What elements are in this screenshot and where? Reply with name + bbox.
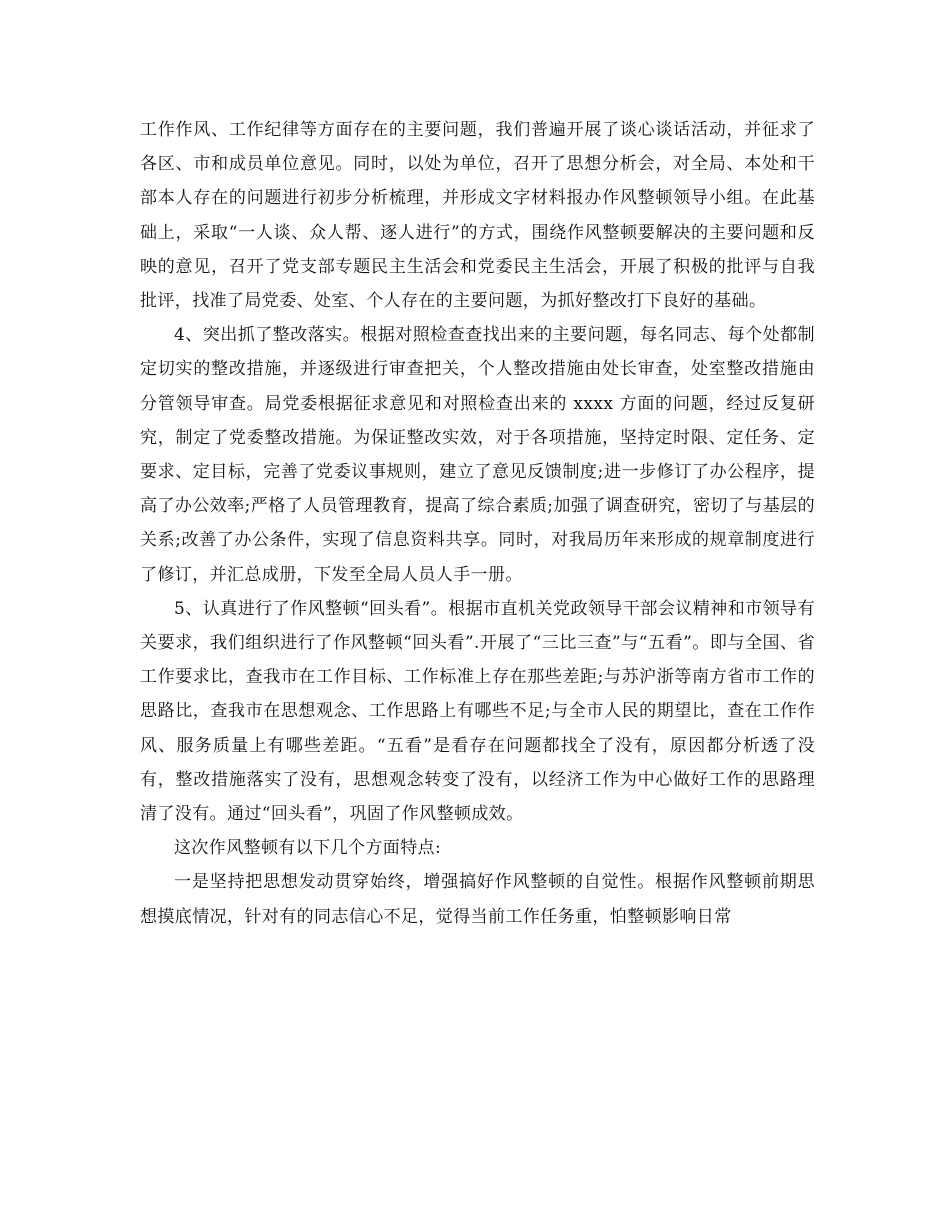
paragraph-rectification: 4、突出抓了整改落实。根据对照检查查找出来的主要问题，每名同志、每个处都制定切实的整改措施，并逐级进行审查把关，个人整改措施由处长审查，处室整改措施由分管领导审查。局党委根据征求意见和对照检查出来的 xxxx 方面的问题，经过反复研究，制定了党委整改措施。为保证整改实效，对于各项措施，坚持定时限、定任务、定要求、定目标，完善了党委议事规则，建立了意见反馈制度;进一步修订了办公程序，提高了办公效率;严格了人员管理教育，提高了综合素质;加强了调查研究，密切了与基层的关系;改善了办公条件，实现了信息资料共享。同时，对我局历年来形成的规章制度进行了修订，并汇总成册，下发至全局人员人手一册。 — [140, 325, 815, 585]
paragraph-continuation: 工作作风、工作纪律等方面存在的主要问题，我们普遍开展了谈心谈话活动，并征求了各区、市和成员单位意见。同时，以处为单位，召开了思想分析会，对全局、本处和干部本人存在的问题进行初步分析梳理，并形成文字材料报办作风整顿领导小组。在此基础上，采取“一人谈、众人帮、逐人进行”的方式，围绕作风整顿要解决的主要问题和反映的意见，召开了党支部专题民主生活会和党委民主生活会，开展了积极的批评与自我批评，找准了局党委、处室、个人存在的主要问题，为抓好整改打下良好的基础。 — [140, 120, 815, 312]
document-body — [140, 113, 815, 934]
paragraph-review: 5、认真进行了作风整顿“回头看”。根据市直机关党政领导干部会议精神和市领导有关要求，我们组织进行了作风整顿“回头看”.开展了“三比三查”与“五看”。即与全国、省工作要求比，查我市在工作目标、工作标准上存在那些差距;与苏沪浙等南方省市工作的思路比，查我市在思想观念、工作思路上有哪些不足;与全市人民的期望比，查在工作作风、服务质量上有哪些差距。“五看”是看存在问题都找全了没有，原因都分析透了没有，整改措施落实了没有，思想观念转变了没有，以经济工作为中心做好工作的思路理清了没有。通过“回头看”，巩固了作风整顿成效。 — [140, 598, 815, 825]
paragraph-feature-one: 一是坚持把思想发动贯穿始终，增强搞好作风整顿的自觉性。根据作风整顿前期思想摸底情况，针对有的同志信心不足，觉得当前工作任务重，怕整顿影响日常 — [140, 872, 815, 927]
paragraph-features-intro: 这次作风整顿有以下几个方面特点: — [174, 838, 442, 859]
